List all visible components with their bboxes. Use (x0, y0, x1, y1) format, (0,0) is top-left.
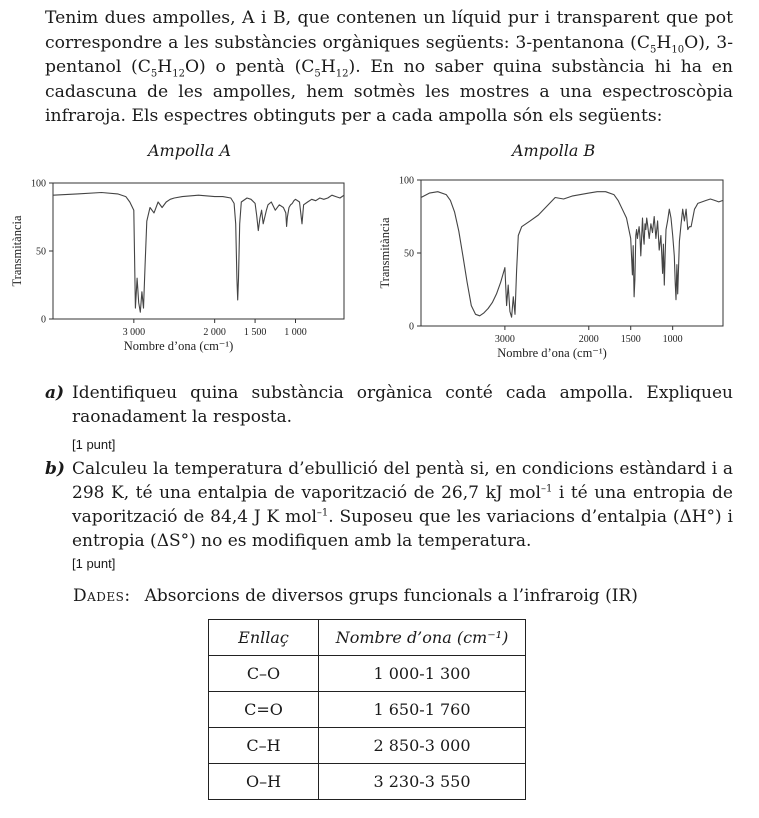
y-tick-label: 100 (399, 175, 414, 187)
y-tick-label: 50 (404, 248, 414, 260)
table-row (209, 692, 526, 728)
x-tick-label: 1 500 (243, 327, 267, 338)
spectrum-line-b (421, 192, 723, 318)
dades-label: Dades: (73, 586, 131, 606)
x-tick-label: 2 000 (203, 327, 226, 338)
question-b (45, 457, 733, 553)
table-header-wavenumber: Nombre d’ona (cm⁻¹) (319, 620, 526, 656)
question-b-letter: b) (45, 459, 65, 479)
y-tick-label: 100 (31, 178, 46, 190)
y-axis-label: Transmitància (10, 215, 24, 287)
question-a-points: [1 punt] (72, 437, 116, 452)
table-header-row (209, 620, 526, 656)
question-b-text: Calculeu la temperatura d’ebullició del pentà si, en condicions estàndard i a 298 K, té una entalpia de vaporització de 26,7 kJ mol$^{-1}$ i té una entropia de vaporització de 84,4 J K mol$^{-1}$. Suposeu que les variacions d’entalpia (ΔH°) i entropia (ΔS°) no es modifiquen amb la temperatura. (72, 459, 733, 551)
y-tick-label: 50 (36, 246, 46, 258)
table-cell-range: 1 650-1 760 (319, 692, 526, 728)
x-tick-label: 3 000 (122, 327, 146, 338)
y-tick-label: 0 (41, 314, 46, 326)
question-a-text: Identifiqueu quina substància orgànica conté cada ampolla. Expliqueu raonadament la resposta. (72, 383, 733, 427)
y-axis-label: Transmitància (378, 217, 392, 289)
spectrum-line-a (53, 193, 344, 313)
x-tick-label: 3000 (494, 334, 515, 345)
y-tick-label: 0 (409, 321, 414, 333)
intro-paragraph: Tenim dues ampolles, A i B, que contenen un líquid pur i transparent que pot correspondre a les substàncies orgàniques següents: 3-pentanona $(C_5H_{10}O)$, 3-pentanol $(C_5H_{12}O)$ o pentà $(C_5H_{12})$. En no saber quina substància hi ha en cadascuna de les ampolles, hem sotmès les mostres a una espectroscòpia infraroja. Els espectres obtinguts per a cada ampolla són els següents: (45, 8, 734, 126)
x-tick-label: 1 000 (284, 327, 307, 338)
question-a (45, 381, 733, 429)
x-axis-label: Nombre d’ona (cm⁻¹) (123, 339, 234, 353)
table-row (209, 656, 526, 692)
table-cell-range: 1 000-1 300 (319, 656, 526, 692)
table-header-bond: Enllaç (209, 620, 319, 656)
spectrum-chart-b (375, 170, 759, 360)
spectrum-chart-a (0, 170, 375, 360)
table-cell-bond: C–H (209, 728, 319, 764)
ir-absorption-table (208, 619, 526, 800)
table-row (209, 764, 526, 800)
x-tick-label: 1000 (662, 334, 683, 345)
plot-frame (53, 183, 344, 319)
chart-title-b: Ampolla B (512, 141, 596, 160)
x-tick-label: 1500 (620, 334, 641, 345)
table-cell-bond: O–H (209, 764, 319, 800)
dades-title: Absorcions de diversos grups funcionals a l’infraroig (IR) (144, 586, 638, 606)
table-cell-bond: C=O (209, 692, 319, 728)
question-a-letter: a) (45, 383, 65, 403)
plot-frame (421, 180, 723, 326)
table-cell-range: 2 850-3 000 (319, 728, 526, 764)
question-b-points: [1 punt] (72, 556, 116, 571)
dades-heading (73, 586, 638, 606)
table-cell-bond: C–O (209, 656, 319, 692)
table-row (209, 728, 526, 764)
table-cell-range: 3 230-3 550 (319, 764, 526, 800)
x-axis-label: Nombre d’ona (cm⁻¹) (497, 346, 607, 360)
x-tick-label: 2000 (578, 334, 599, 345)
chart-title-a: Ampolla A (148, 141, 232, 160)
